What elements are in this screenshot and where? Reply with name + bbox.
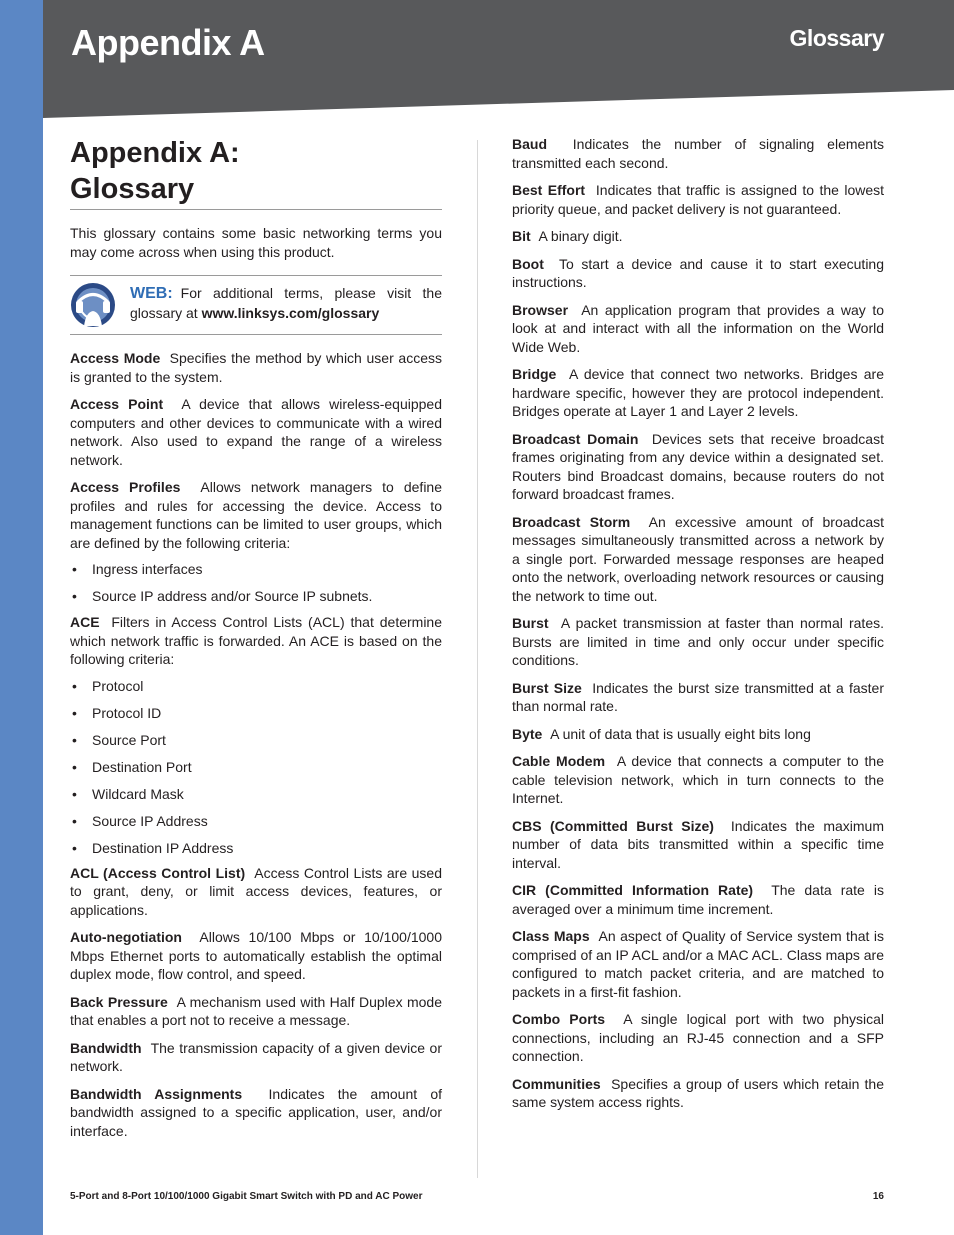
term-access-mode xyxy=(70,349,442,386)
term-title: Burst Size xyxy=(512,679,582,696)
term-cable-modem xyxy=(512,752,884,808)
term-title: Baud xyxy=(512,136,547,152)
term-title: Combo Ports xyxy=(512,1011,606,1027)
term-definition: The data rate is averaged over a minimum time increment. xyxy=(512,882,884,917)
list-item: • Wildcard Mask xyxy=(70,785,442,804)
term-definition: Allows 10/100 Mbps or 10/100/1000 Mbps Ethernet ports to automatically establish the optimal duplex mode, flow control, and speed. xyxy=(70,929,443,982)
term-ace xyxy=(70,613,442,669)
term-title: Broadcast Domain xyxy=(512,430,639,447)
term-definition: To start a device and cause it to start executing instructions. xyxy=(512,255,885,290)
term-bit xyxy=(512,227,884,246)
term-title: CIR (Committed Information Rate) xyxy=(512,882,754,898)
term-combo-ports xyxy=(512,1010,884,1066)
term-definition: Devices sets that receive broadcast frames originating from any device within a designated set. Routers bind Broadcast domains, because routers do not forward broadcast frames. xyxy=(512,430,884,502)
term-definition: Specifies a group of users which retain the same system access rights. xyxy=(512,1075,885,1110)
web-note-label: WEB: xyxy=(130,285,173,302)
term-definition: Indicates the amount of bandwidth assigned to a specific application, user, and/or interface. xyxy=(70,1085,443,1139)
term-title: Communities xyxy=(512,1075,601,1092)
list-item: • Source Port xyxy=(70,731,442,750)
term-title: Boot xyxy=(512,255,544,272)
term-best-effort xyxy=(512,181,884,218)
page-heading xyxy=(70,135,442,210)
term-title: Burst xyxy=(512,615,549,631)
term-title: Bit xyxy=(512,228,531,244)
side-color-bar xyxy=(0,0,43,1235)
list-item: • Source IP Address xyxy=(70,812,442,831)
footer-product-name: 5-Port and 8-Port 10/100/1000 Gigabit Smart Switch with PD and AC Power xyxy=(70,1191,423,1202)
term-definition: A device that connects a computer to the cable television network, which in turn connects to the Internet. xyxy=(512,753,885,806)
right-terms xyxy=(512,135,884,1112)
term-definition: Access Control Lists are used to grant, deny, or limit access devices, features, or applications. xyxy=(70,864,443,918)
page-heading-line2: Glossary xyxy=(70,173,195,205)
term-title: Access Mode xyxy=(70,350,161,366)
term-acl xyxy=(70,864,442,920)
term-title: Back Pressure xyxy=(70,993,168,1010)
term-burst xyxy=(512,614,884,670)
term-definition: Indicates that traffic is assigned to the lowest priority queue, and packet delivery is not guaranteed. xyxy=(512,182,885,217)
web-note-text xyxy=(130,282,442,322)
term-definition: An aspect of Quality of Service system that is comprised of an IP ACL and/or a MAC ACL. Class maps are configured to match packet criteria, and are matched to packets in a first-fit fashion. xyxy=(512,928,884,1000)
list-item: • Destination Port xyxy=(70,758,442,777)
term-boot xyxy=(512,255,884,292)
term-definition: A device that allows wireless-equipped computers and other devices to communicate with a wired network. Also used to expand the range of a wireless network. xyxy=(70,396,442,468)
term-bandwidth xyxy=(70,1039,442,1076)
column-divider xyxy=(477,140,478,1178)
term-definition: A single logical port with two physical connections, including an RJ-45 connection and a SFP connection. xyxy=(512,1011,885,1064)
term-definition: Filters in Access Control Lists (ACL) that determine which network traffic is forwarded. An ACE is based on the following criteria: xyxy=(70,614,442,667)
term-bandwidth-assignments xyxy=(70,1085,442,1141)
term-title: ACE xyxy=(70,614,100,630)
term-title: Class Maps xyxy=(512,928,590,944)
term-definition: Indicates the number of signaling elements transmitted each second. xyxy=(512,136,884,171)
term-class-maps xyxy=(512,927,884,1001)
term-title: Broadcast Storm xyxy=(512,513,631,530)
term-title: CBS (Committed Burst Size) xyxy=(512,817,714,834)
page-heading-line1: Appendix A: xyxy=(70,137,240,169)
term-cir xyxy=(512,881,884,918)
term-definition: A device that connect two networks. Bridges are hardware specific, however they are protocol independent. Bridges operate at Layer 1 and Layer 2 levels. xyxy=(512,366,885,419)
term-communities xyxy=(512,1075,884,1112)
left-column xyxy=(70,135,442,1140)
term-definition: Allows network managers to define profiles and rules for accessing the device. Access to management functions can be limited to user groups, which are defined by the following criteria: xyxy=(70,479,442,551)
web-note xyxy=(70,275,442,335)
web-globe-icon xyxy=(70,282,116,328)
term-definition: A binary digit. xyxy=(538,228,623,244)
term-title: Auto-negotiation xyxy=(70,929,182,945)
term-definition: Indicates the burst size transmitted at a faster than normal rate. xyxy=(512,679,884,714)
term-title: Best Effort xyxy=(512,182,586,198)
term-title: Access Point xyxy=(70,396,164,412)
term-definition: An excessive amount of broadcast messages simultaneously transmitted across a network by a single port. Forwarded message responses are heaped onto the network, overloading network resources or causing the network to time out. xyxy=(512,513,884,604)
term-definition: A packet transmission at faster than normal rates. Bursts are limited in time and only occur under specific conditions. xyxy=(512,615,884,668)
term-definition: A mechanism used with Half Duplex mode that enables a port not to receive a message. xyxy=(70,993,442,1028)
list-item: • Source IP address and/or Source IP subnets. xyxy=(70,587,442,606)
term-broadcast-storm xyxy=(512,513,884,606)
list-item: • Ingress interfaces xyxy=(70,560,442,579)
term-burst-size xyxy=(512,679,884,716)
access-profiles-criteria xyxy=(70,560,442,606)
term-auto-negotiation xyxy=(70,928,442,984)
right-column xyxy=(512,135,884,1112)
web-note-body: For additional terms, please visit the glossary at xyxy=(130,285,442,321)
term-back-pressure xyxy=(70,993,442,1030)
term-title: Bridge xyxy=(512,366,557,382)
term-cbs xyxy=(512,817,884,873)
term-access-profiles xyxy=(70,478,442,552)
term-title: Access Profiles xyxy=(70,479,181,495)
term-definition: An application program that provides a way to look at and interact with all the information on the World Wide Web. xyxy=(512,301,885,355)
term-definition: Indicates the maximum number of data bits transmitted within a specific time interval. xyxy=(512,817,885,871)
header-title: Appendix A xyxy=(71,22,265,63)
list-item: • Destination IP Address xyxy=(70,839,442,858)
term-baud xyxy=(512,135,884,172)
term-title: Browser xyxy=(512,301,569,318)
term-broadcast-domain xyxy=(512,430,884,504)
header-section-label: Glossary xyxy=(789,25,884,51)
term-title: ACL (Access Control List) xyxy=(70,864,246,881)
list-item: • Protocol xyxy=(70,677,442,696)
term-title: Bandwidth xyxy=(70,1039,142,1056)
left-terms xyxy=(70,349,442,1140)
intro-text: This glossary contains some basic networking terms you may come across when using this product. xyxy=(70,225,442,260)
list-item: • Protocol ID xyxy=(70,704,442,723)
term-byte xyxy=(512,725,884,744)
glossary-link[interactable]: www.linksys.com/glossary xyxy=(201,304,380,321)
term-title: Byte xyxy=(512,725,543,742)
term-title: Cable Modem xyxy=(512,753,606,769)
term-browser xyxy=(512,301,884,357)
footer-page-number: 16 xyxy=(872,1191,884,1202)
term-definition: Specifies the method by which user access is granted to the system. xyxy=(70,350,442,385)
ace-criteria xyxy=(70,677,442,858)
term-bridge xyxy=(512,365,884,421)
term-title: Bandwidth Assignments xyxy=(70,1085,243,1102)
term-definition: A unit of data that is usually eight bits long xyxy=(550,725,811,742)
term-access-point xyxy=(70,395,442,469)
term-definition: The transmission capacity of a given device or network. xyxy=(70,1039,443,1074)
